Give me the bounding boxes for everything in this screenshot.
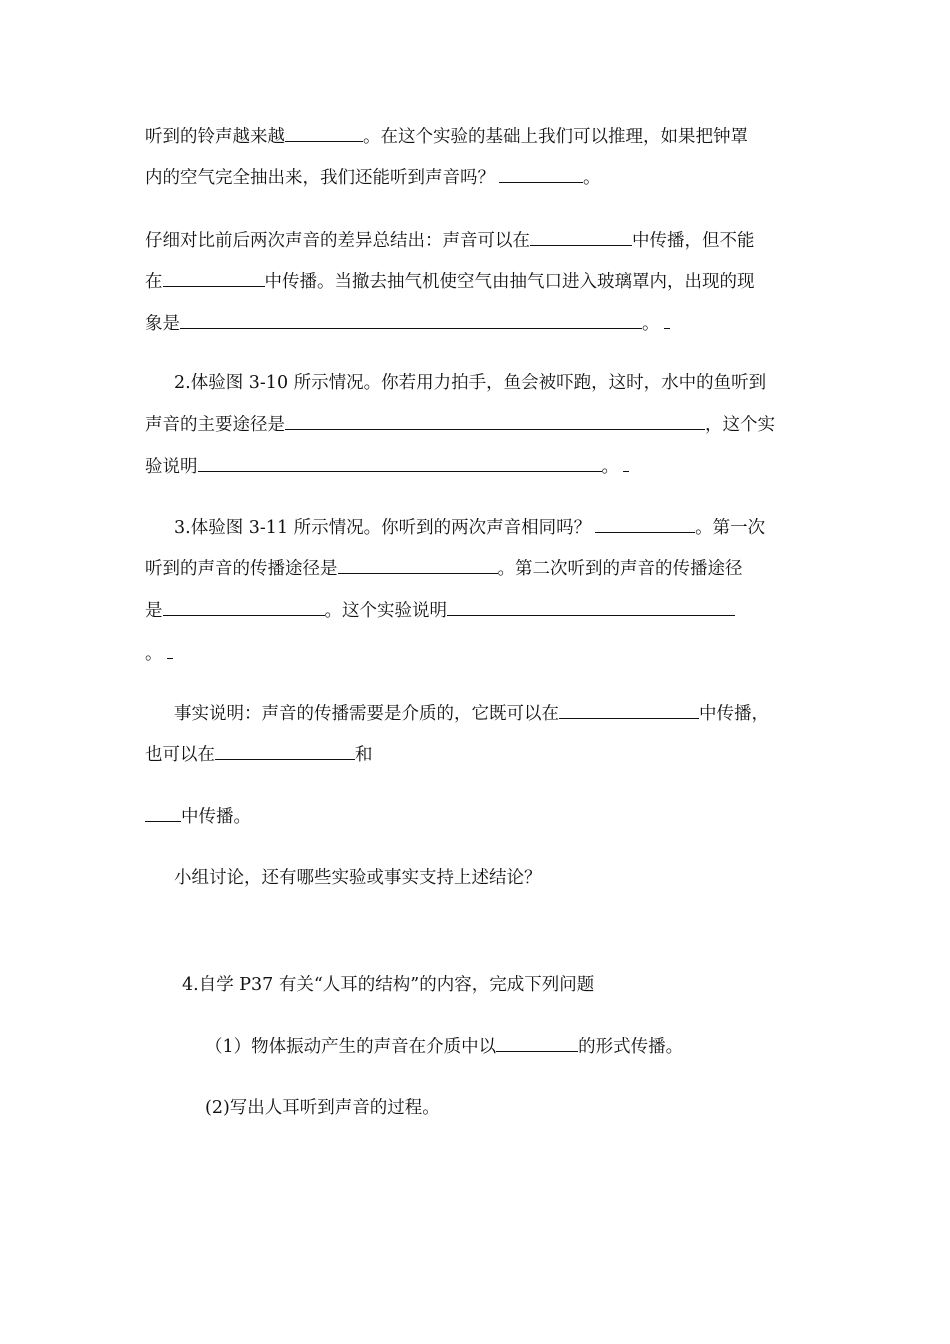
q2-text-1: 2.体验图 3-10 所示情况。你若用力拍手，鱼会被吓跑，这时，水中的鱼听到 — [174, 373, 767, 393]
p2-line3 — [145, 311, 670, 336]
p2-text-6: 。 — [642, 314, 660, 334]
underline-mark — [623, 454, 629, 472]
fact-line1 — [174, 701, 769, 726]
answer-blank-same-sound[interactable] — [595, 515, 695, 533]
q2-text-4: 验说明 — [145, 457, 198, 477]
q2-text-2: 声音的主要途径是 — [145, 415, 285, 435]
fact-text-1: 事实说明：声音的传播需要是介质的，它既可以在 — [174, 704, 559, 724]
q3-text-7: 。 — [145, 644, 163, 664]
q3-text-2: 。第一次 — [695, 518, 766, 538]
q3-text-4: 。第二次听到的声音的传播途径 — [497, 559, 743, 579]
p2-text-1: 仔细对比前后两次声音的差异总结出：声音可以在 — [145, 231, 530, 251]
answer-blank-medium-cannot[interactable] — [163, 269, 265, 287]
p2-text-2: 中传播，但不能 — [632, 231, 755, 251]
discussion-text: 小组讨论，还有哪些实验或事实支持上述结论？ — [174, 868, 542, 888]
q4-title-text: 4.自学 P37 有关“人耳的结构”的内容，完成下列问题 — [182, 975, 595, 995]
q3-line1 — [174, 515, 765, 540]
p1-text-3: 内的空气完全抽出来，我们还能听到声音吗？ — [145, 168, 495, 188]
q3-text-6: 。这个实验说明 — [324, 601, 447, 621]
q4-sub1-text-1: （1）物体振动产生的声音在介质中以 — [205, 1037, 497, 1057]
answer-blank-wave-form[interactable] — [496, 1034, 578, 1052]
p2-line1 — [145, 228, 755, 253]
answer-blank-medium-1[interactable] — [559, 701, 699, 719]
answer-blank-phenomenon[interactable] — [180, 311, 642, 329]
q3-text-1: 3.体验图 3-11 所示情况。你听到的两次声音相同吗？ — [174, 518, 592, 538]
discussion-prompt — [174, 866, 542, 890]
underline-mark — [664, 311, 670, 329]
p1-line1 — [145, 124, 748, 149]
answer-blank-vacuum-hear[interactable] — [499, 165, 583, 183]
q4-title — [182, 973, 594, 997]
q4-sub1-text-2: 的形式传播。 — [578, 1037, 684, 1057]
p1-text-2: 。在这个实验的基础上我们可以推理，如果把钟罩 — [363, 127, 748, 147]
q2-line2 — [145, 412, 775, 437]
answer-blank-fish-path[interactable] — [285, 412, 705, 430]
p2-text-3: 在 — [145, 272, 163, 292]
q2-line1 — [174, 371, 766, 395]
q3-text-3: 听到的声音的传播途径是 — [145, 559, 338, 579]
q3-line2 — [145, 556, 743, 581]
answer-blank-second-path[interactable] — [163, 598, 325, 616]
q2-line3 — [145, 454, 629, 479]
p1-text-1: 听到的铃声越来越 — [145, 127, 285, 147]
fact-line2 — [145, 742, 373, 767]
answer-blank-medium-2[interactable] — [215, 742, 355, 760]
q3-line4 — [145, 641, 173, 666]
fact-text-3: 也可以在 — [145, 745, 215, 765]
q4-sub2-text: (2)写出人耳听到声音的过程。 — [205, 1098, 440, 1118]
q4-sub2 — [205, 1096, 440, 1120]
answer-blank-q3-conclusion[interactable] — [447, 598, 735, 616]
p1-text-4: 。 — [583, 168, 601, 188]
q4-sub1 — [205, 1034, 683, 1059]
fact-text-5: 中传播。 — [181, 807, 251, 827]
fact-line3 — [145, 804, 251, 829]
fact-text-2: 中传播， — [699, 704, 769, 724]
p2-line2 — [145, 269, 755, 294]
p2-text-4: 中传播。当撤去抽气机使空气由抽气口进入玻璃罩内，出现的现 — [264, 272, 755, 292]
underline-mark — [167, 641, 173, 659]
answer-blank-q2-conclusion[interactable] — [198, 454, 602, 472]
q3-text-5: 是 — [145, 601, 163, 621]
q2-text-5: 。 — [601, 457, 619, 477]
answer-blank-loudness[interactable] — [285, 124, 363, 142]
answer-blank-medium-3[interactable] — [145, 804, 181, 822]
q3-line3 — [145, 598, 735, 623]
p1-line2 — [145, 165, 601, 190]
p2-text-5: 象是 — [145, 314, 180, 334]
answer-blank-first-path[interactable] — [338, 556, 498, 574]
answer-blank-medium-can[interactable] — [530, 228, 632, 246]
q2-text-3: ，这个实 — [705, 415, 775, 435]
fact-text-4: 和 — [355, 745, 373, 765]
